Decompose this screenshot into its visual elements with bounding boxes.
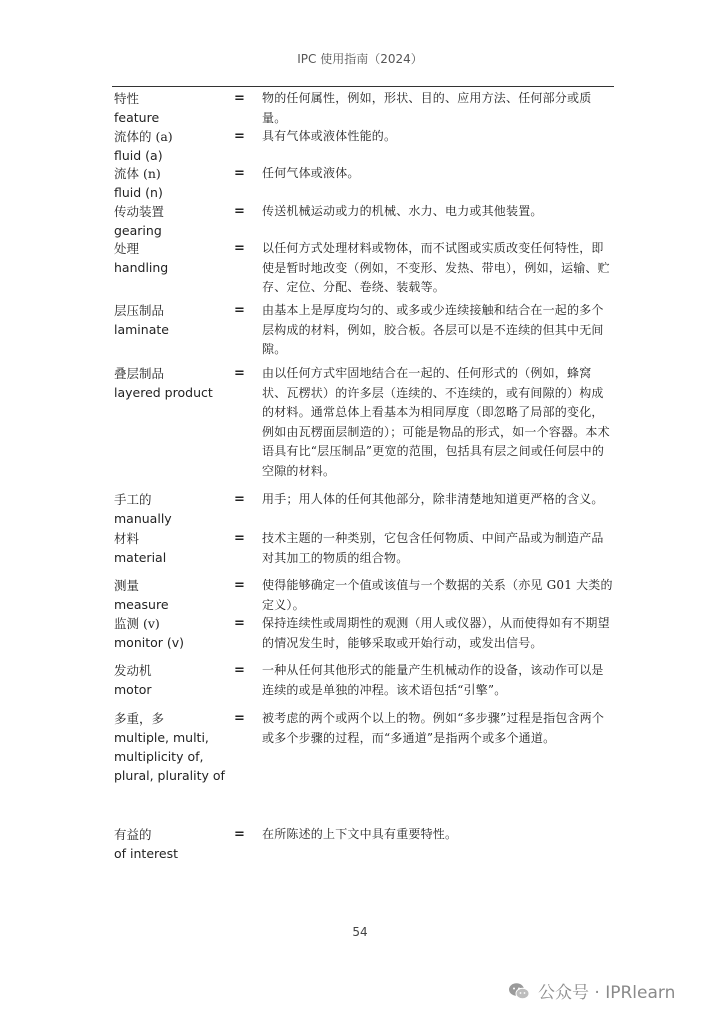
equals-sign: = (234, 241, 245, 256)
definition: 保持连续性或周期性的观测（用人或仪器），从而使得如有不期望的情况发生时，能够采取或开始行动，或发出信号。 (262, 616, 610, 650)
term (114, 164, 236, 202)
wechat-icon (508, 982, 530, 1000)
definition: 物的任何属性，例如，形状、目的、应用方法、任何部分或质量。 (262, 91, 592, 125)
term-english: handling (114, 260, 169, 275)
definition: 具有气体或液体性能的。 (262, 129, 397, 143)
term (114, 661, 236, 699)
term-english: multiple, multi, multiplicity of, plural, plurality of (114, 730, 225, 783)
definition: 以任何方式处理材料或物体，而不试图或实质改变任何特性，即使是暂时地改变（例如，不变形、发热、带电），例如，运输、贮存、定位、分配、卷绕、装载等。 (262, 241, 610, 294)
term (114, 709, 236, 785)
definition: 使得能够确定一个值或该值与一个数据的关系（亦见 G01 大类的定义）。 (262, 578, 613, 612)
term-chinese: 多重，多 (114, 711, 165, 726)
definition: 用手；用人体的任何其他部分，除非清楚地知道更严格的含义。 (262, 492, 604, 506)
equals-sign: = (234, 492, 245, 507)
term (114, 301, 236, 339)
term (114, 89, 236, 127)
term-chinese: 处理 (114, 241, 140, 256)
equals-sign: = (234, 616, 245, 631)
term-chinese: 测量 (114, 578, 140, 593)
term-english: monitor (v) (114, 635, 185, 650)
term-english: layered product (114, 385, 213, 400)
term-english: material (114, 550, 167, 565)
term-chinese: 手工的 (114, 492, 152, 507)
term-english: laminate (114, 322, 169, 337)
term (114, 576, 236, 614)
term-chinese: 有益的 (114, 827, 152, 842)
definition: 一种从任何其他形式的能量产生机械动作的设备，该动作可以是连续的或是单独的冲程。该术语包括“引擎”。 (262, 663, 604, 697)
term-chinese: 流体的 (a) (114, 129, 173, 144)
equals-sign: = (234, 303, 245, 318)
equals-sign: = (234, 578, 245, 593)
equals-sign: = (234, 663, 245, 678)
term-english: gearing (114, 223, 162, 238)
term (114, 490, 236, 528)
term-english: measure (114, 597, 169, 612)
term-english: motor (114, 682, 152, 697)
definition: 在所陈述的上下文中具有重要特性。 (262, 827, 458, 841)
term-chinese: 发动机 (114, 663, 152, 678)
equals-sign: = (234, 91, 245, 106)
term (114, 614, 236, 652)
term-chinese: 叠层制品 (114, 366, 165, 381)
term-english: feature (114, 110, 160, 125)
term-chinese: 传动装置 (114, 204, 165, 219)
definition: 任何气体或液体。 (262, 166, 360, 180)
term (114, 239, 236, 277)
definition: 技术主题的一种类别，它包含任何物质、中间产品或为制造产品对其加工的物质的组合物。 (262, 531, 604, 565)
term (114, 529, 236, 567)
term (114, 202, 236, 240)
term-english: of interest (114, 846, 178, 861)
term (114, 364, 236, 402)
term (114, 825, 236, 863)
watermark-text: 公众号 · IPRlearn (538, 983, 676, 1003)
definition: 由以任何方式牢固地结合在一起的、任何形式的（例如，蜂窝状、瓦楞状）的许多层（连续的、不连续的，或有间隙的）构成的材料。通常总体上看基本为相同厚度（即忽略了局部的变化，例如由瓦楞面层制造的）；可能是物品的形式，如一个容器。本术语具有比“层压制品”更宽的范围，包括具有层之间或任何层中的空隙的材料。 (262, 366, 610, 478)
equals-sign: = (234, 531, 245, 546)
term-chinese: 层压制品 (114, 303, 165, 318)
equals-sign: = (234, 827, 245, 842)
equals-sign: = (234, 166, 245, 181)
definition: 传送机械运动或力的机械、水力、电力或其他装置。 (262, 204, 543, 218)
header-rule (112, 86, 614, 87)
equals-sign: = (234, 711, 245, 726)
term (114, 127, 236, 165)
term-english: manually (114, 511, 172, 526)
equals-sign: = (234, 366, 245, 381)
definition: 由基本上是厚度均匀的、或多或少连续接触和结合在一起的多个层构成的材料，例如，胶合板。各层可以是不连续的但其中无间隙。 (262, 303, 604, 356)
page-header: IPC 使用指南（2024） (297, 52, 423, 66)
term-chinese: 材料 (114, 531, 140, 546)
term-english: fluid (a) (114, 148, 163, 163)
equals-sign: = (234, 129, 245, 144)
term-chinese: 流体 (n) (114, 166, 161, 181)
term-chinese: 监测 (v) (114, 616, 160, 631)
equals-sign: = (234, 204, 245, 219)
page-number: 54 (352, 925, 368, 939)
watermark (508, 978, 675, 1003)
term-english: fluid (n) (114, 185, 163, 200)
term-chinese: 特性 (114, 91, 140, 106)
definition: 被考虑的两个或两个以上的物。例如“多步骤”过程是指包含两个或多个步骤的过程，而“多通道”是指两个或多个通道。 (262, 711, 605, 745)
